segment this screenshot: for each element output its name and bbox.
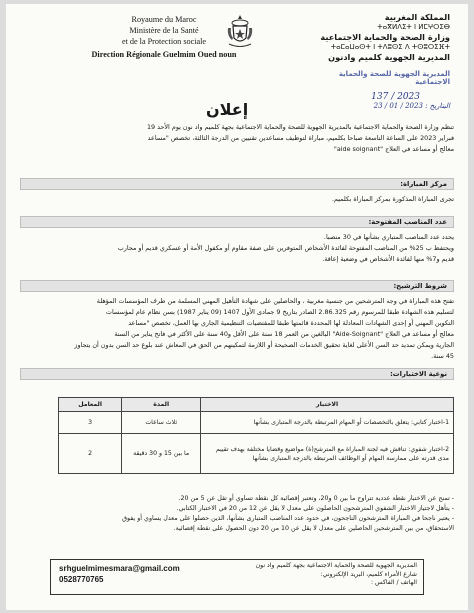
posts-line: يحدد عدد المناصب المتباري بشأنها في 30 منصبا. xyxy=(323,233,454,241)
table-row xyxy=(59,434,454,474)
header-fr-ministry: Ministère de la Santé xyxy=(129,26,199,35)
table-header-coef: المعامل xyxy=(59,398,122,412)
table-cell-test: 1-اختبار كتابي: يتعلق بالتخصصات أو المهام المرتبطة بالدرجة المتبارى بشأنها xyxy=(201,412,454,434)
note-item: - يتأهل لاجتياز الاختبار الشفوي المترشحون الحاصلون على معدل لا يقل عن 12 من 20 في الاختبار الكتابي. xyxy=(176,505,454,512)
conditions-line: الجارية ويمكن تمديد حد السن الأعلى لغاية تحقيق الخدمات الصحيحة أو اللازمة لتمكينهم من الحق في المعاش عند بلوغ حد السن بدون أن يتجاوز xyxy=(74,341,454,349)
table-cell-test: 2-اختبار شفوي: تناقش فيه لجنة المباراة مع المترشح(ة) مواضيع وقضايا مختلفة بهدف تقييم مدى قدرته على ممارسة المهام أو الوظائف المرتبطة بالدرجة المتبارى بشأنها xyxy=(201,434,454,474)
page-title: إعلان xyxy=(206,100,249,119)
document-page xyxy=(6,4,468,610)
stamp-handwritten-date: البتاريخ : 2023 / 01 / 23 xyxy=(373,102,450,110)
footer-ar-line1: المديرية الجهوية للصحة والحماية الاجتماعية بجهة كلميم واد نون xyxy=(255,562,417,569)
header-arabic xyxy=(300,12,450,62)
footer-ar-line3: الهاتف / الفاكس : xyxy=(371,579,417,587)
header-ar-kingdom: المملكة المغربية xyxy=(384,12,450,22)
footer-arabic xyxy=(217,562,417,588)
intro-line: تنظم وزارة الصحة والحماية الاجتماعية بالمديرية الجهوية للصحة والحماية الاجتماعية بجهة كلميم واد نون يوم الأحد 19 xyxy=(146,123,454,131)
intro-line: معالج أو مساعد في العلاج "aide soignant" xyxy=(333,145,454,153)
header-fr-protection: et de la Protection sociale xyxy=(121,37,207,46)
stamp-line1: المديرية الجهوية للصحة والحماية xyxy=(338,70,450,78)
posts-line: قديم و7% منها لفائدة الأشخاص في وضعية إعاقة. xyxy=(322,255,454,263)
posts-line: ويحتفظ ب 25% من المناصب المفتوحة لفائدة الأشخاص المتوفرين على صفة مقاوم أو مكفول الأمة أو عسكري قديم أو محارب xyxy=(117,244,454,252)
note-item: الاستحقاق، من بين المترشحين الحاصلين على معدل لا يقل عن 10 من 20 دون الحصول على نقطة إقصائية. xyxy=(173,525,454,532)
section-header-posts: عدد المناصب المفتوحة: xyxy=(20,216,454,228)
section-header-place: مركز المباراة: xyxy=(20,178,454,190)
table-cell-duration: ثلاث ساعات xyxy=(122,412,201,434)
note-item: - تمنح عن الاختبار نقطة عددية تتراوح ما بين 0 و20، وتعتبر إقصائية كل نقطة تساوي أو تقل عن 5 من 20. xyxy=(178,495,454,502)
section-header-conditions: شروط الترشيح: xyxy=(20,280,454,292)
header-tf-ministry: ⵜⴰⵎⴰⵡⴰⵙⵜ ⵏ ⵜⴷⵓⵙⵉ ⴷ ⵜⵙⵓⵔⵉⴼⵜ xyxy=(330,43,450,51)
footer-ar-line2: شارع الأمراء كلميم، البريد الإلكتروني: xyxy=(320,570,417,578)
conditions-line: تفتح هذه المباراة في وجه المترشحين من جنسية مغربية ، والحاصلين على شهادة التأهيل المهني المسلمة من طرف المؤسسات المؤهلة xyxy=(96,297,454,305)
footer-box xyxy=(50,559,424,595)
table-header-test: الاختبار xyxy=(201,398,454,412)
header-ar-ministry: وزارة الصحة والحماية الاجتماعية xyxy=(320,32,450,42)
header-fr-direction: Direction Régionale Guelmim Oued noun xyxy=(91,50,237,59)
footer-email-link[interactable]: srhguelmimesmara@gmail.com xyxy=(59,564,180,573)
registration-stamp xyxy=(322,70,450,112)
note-item: - يعتبر ناجحا في المباراة المترشحون الناجحون، في حدود عدد المناصب المتبارى بشأنها، الذين حصلوا على معدل يساوي أو يفوق xyxy=(122,515,454,522)
footer-phone: 0528770765 xyxy=(59,575,104,584)
footer-contact xyxy=(59,563,219,585)
stamp-line2: الاجتماعية xyxy=(415,78,450,86)
conditions-line: التكوين المهني أو إحدى الشهادات المعادلة لها المحددة قائمتها طبقا للمقتضيات التنظيمية الجاري بها العمل، تخصص "مساعد xyxy=(128,319,454,327)
table-header-duration: المدة xyxy=(122,398,201,412)
conditions-line: 45 سنة. xyxy=(431,352,454,360)
table-cell-coef: 3 xyxy=(59,412,122,434)
posts-paragraph xyxy=(22,232,454,265)
table-cell-duration: ما بين 15 و 30 دقيقة xyxy=(122,434,201,474)
stamp-handwritten-number: 2023 / 137 xyxy=(371,92,420,102)
exams-table xyxy=(58,397,454,474)
intro-paragraph xyxy=(22,122,454,155)
header-fr-kingdom: Royaume du Maroc xyxy=(131,15,197,24)
header-tf-kingdom: ⵜⴰⴳⵍⴷⵉⵜ ⵏ ⵍⵎⵖⵔⵉⴱ xyxy=(377,23,450,31)
place-text: تجرى المباراة المذكورة بمركز المباراة بكلميم. xyxy=(331,195,454,203)
header-ar-direction: المديرية الجهوية كلميم وادنون xyxy=(328,52,450,62)
conditions-line: معالج أو مساعد في العلاج "Aide-Soignant" البالغين من العمر 18 سنة على الأقل و40 سنة على الأكثر في فاتح يناير من السنة xyxy=(114,330,454,338)
table-row xyxy=(59,412,454,434)
conditions-line: لتسليم هذه الشهادة طبقا للمرسوم رقم 2.86.325 الصادر بتاريخ 9 جمادى الأول 1407 (09 يناير 1987) بسن نظام عام لمؤسسات xyxy=(105,308,454,316)
coat-of-arms-icon xyxy=(225,14,255,50)
intro-line: فبراير 2023 على الساعة التاسعة صباحا بكلميم، مباراة لتوظيف مساعدين تقنيين من الدرجة الثالثة، تخصص "مساعد xyxy=(147,134,454,142)
conditions-paragraph xyxy=(22,296,454,362)
section-header-exams: نوعية الاختبارات: xyxy=(20,368,454,380)
table-header-row xyxy=(59,398,454,412)
notes-list xyxy=(22,494,454,534)
header-french xyxy=(84,14,244,60)
table-cell-coef: 2 xyxy=(59,434,122,474)
